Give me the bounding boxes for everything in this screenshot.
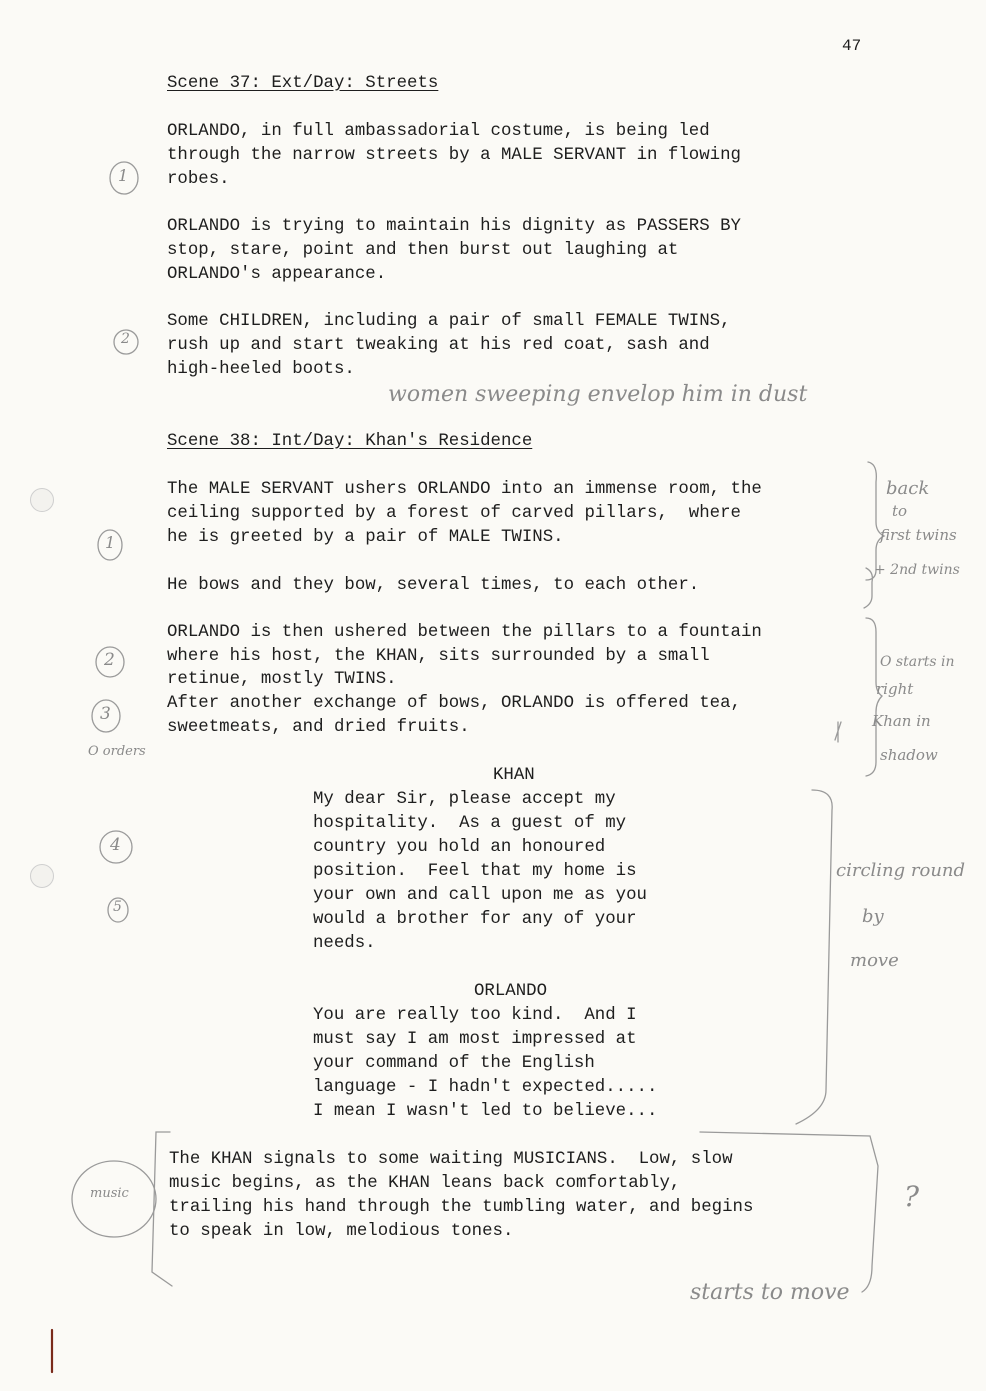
text-line: sweetmeats, and dried fruits. <box>167 718 470 737</box>
dialogue-line: your own and call upon me as you <box>313 886 647 905</box>
margin-number: 2 <box>104 650 115 670</box>
dialogue-line: You are really too kind. And I <box>313 1006 637 1025</box>
note-line: right <box>876 680 914 698</box>
note-line: circling round <box>836 860 966 881</box>
dialogue-line: I mean I wasn't led to believe... <box>313 1102 658 1121</box>
text-line: The MALE SERVANT ushers ORLANDO into an immense room, the <box>167 480 762 499</box>
note-line: Khan in <box>872 712 931 730</box>
note-line: first twins <box>880 526 957 544</box>
text-line: stop, stare, point and then burst out laughing at <box>167 241 679 260</box>
text-line: where his host, the KHAN, sits surrounded by a small <box>167 647 710 666</box>
scene-37-heading: Scene 37: Ext/Day: Streets <box>167 74 439 93</box>
dialogue-line: must say I am most impressed at <box>313 1030 637 1049</box>
text-line: retinue, mostly TWINS. <box>167 670 397 689</box>
dialogue-line: needs. <box>313 934 376 953</box>
text-line: The KHAN signals to some waiting MUSICIANS. Low, slow <box>169 1150 733 1169</box>
text-line: ORLANDO is trying to maintain his dignity as PASSERS BY <box>167 217 741 236</box>
margin-number: 1 <box>105 533 116 552</box>
scene-38-paragraph-2: He bows and they bow, several times, to each other. <box>167 576 700 595</box>
dialogue-line: hospitality. As a guest of my <box>313 814 627 833</box>
page-number: 47 <box>842 37 862 55</box>
text-line: Some CHILDREN, including a pair of small FEMALE TWINS, <box>167 312 731 331</box>
text-line: robes. <box>167 170 230 189</box>
text-line: music begins, as the KHAN leans back comfortably, <box>169 1174 681 1193</box>
text-line: rush up and start tweaking at his red coat, sash and <box>167 336 710 355</box>
text-line: high-heeled boots. <box>167 360 355 379</box>
text-line: ORLANDO, in full ambassadorial costume, is being led <box>167 122 710 141</box>
dialogue-line: your command of the English <box>313 1054 595 1073</box>
binder-hole-top <box>30 488 54 512</box>
note-line: move <box>850 950 899 971</box>
note-women-sweeping: women sweeping envelop him in dust <box>388 382 808 407</box>
note-line: back <box>886 478 930 499</box>
note-line: by <box>862 906 884 927</box>
bracket <box>864 568 872 608</box>
text-line: ORLANDO is then ushered between the pillars to a fountain <box>167 623 762 642</box>
text-line: trailing his hand through the tumbling water, and begins <box>169 1198 754 1217</box>
margin-number: 5 <box>113 899 122 915</box>
margin-number: 4 <box>110 835 121 855</box>
dialogue-line: country you hold an honoured <box>313 838 606 857</box>
margin-number: 2 <box>121 331 130 347</box>
binder-hole-bottom <box>30 864 54 888</box>
tick <box>835 722 841 742</box>
note-line: O starts in <box>880 654 955 670</box>
text-line: After another exchange of bows, ORLANDO is offered tea, <box>167 694 741 713</box>
note-starts-to-move: starts to move <box>690 1280 850 1305</box>
note-line: to <box>892 502 908 520</box>
text-line: to speak in low, melodious tones. <box>169 1222 514 1241</box>
text-line: ceiling supported by a forest of carved pillars, where <box>167 504 741 523</box>
note-second-twins: + 2nd twins <box>874 562 960 578</box>
scene-38-heading: Scene 38: Int/Day: Khan's Residence <box>167 432 533 451</box>
note-music: music <box>90 1186 129 1201</box>
dialogue-line: My dear Sir, please accept my <box>313 790 616 809</box>
dialogue-line: position. Feel that my home is <box>313 862 637 881</box>
dialogue-line: would a brother for any of your <box>313 910 637 929</box>
dialogue-line: language - I hadn't expected..... <box>313 1078 658 1097</box>
dialogue-speaker-khan: KHAN <box>493 766 535 785</box>
bracket <box>796 790 832 1124</box>
margin-number: 3 <box>100 704 111 724</box>
text-line: he is greeted by a pair of MALE TWINS. <box>167 528 564 547</box>
dialogue-speaker-orlando: ORLANDO <box>474 982 548 1001</box>
text-line: through the narrow streets by a MALE SERVANT in flowing <box>167 146 741 165</box>
note-question-mark: ? <box>904 1180 920 1213</box>
text-line: ORLANDO's appearance. <box>167 265 387 284</box>
margin-number: 1 <box>118 166 129 185</box>
note-line: shadow <box>880 746 938 764</box>
note-o-orders: O orders <box>88 744 146 759</box>
